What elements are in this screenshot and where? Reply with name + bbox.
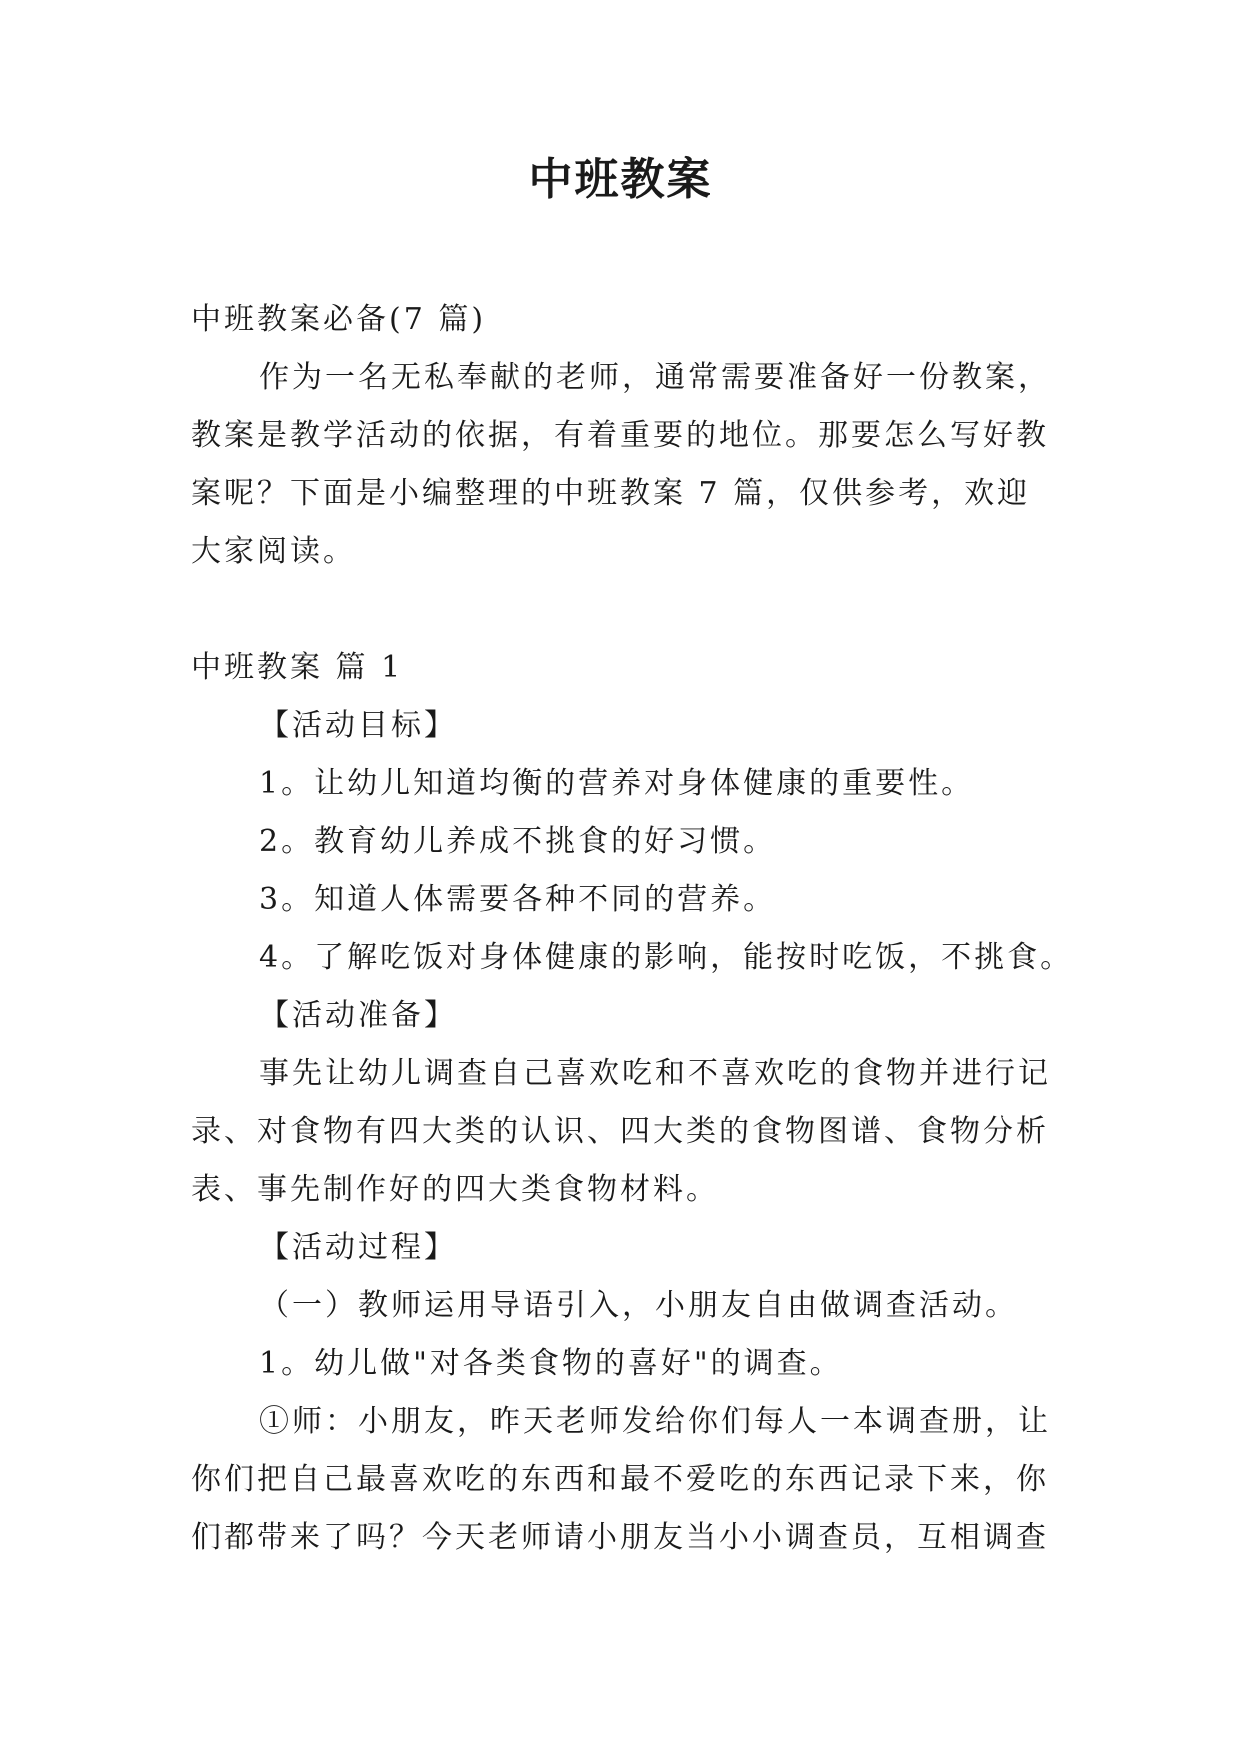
- prep-heading: 【活动准备】: [259, 998, 457, 1033]
- document-body: [191, 291, 1074, 1567]
- paragraph-spacer: [191, 581, 1061, 639]
- process-item-1-detail: ①师：小朋友，昨天老师发给你们每人一本调查册，让你们把自己最喜欢吃的东西和最不爱吃的东西记录下来，你们都带来了吗？今天老师请小朋友当小小调查员，互相调查: [191, 1404, 1051, 1555]
- goal-item-3: 3。知道人体需要各种不同的营养。: [259, 882, 777, 917]
- process-item-1: 1。幼儿做"对各类食物的喜好"的调查。: [259, 1346, 843, 1381]
- section-heading: 中班教案 篇 1: [191, 650, 404, 685]
- goal-item-2: 2。教育幼儿养成不挑食的好习惯。: [259, 824, 777, 859]
- intro-paragraph: 作为一名无私奉献的老师，通常需要准备好一份教案，教案是教学活动的依据，有着重要的地位。那要怎么写好教案呢？下面是小编整理的中班教案 7 篇，仅供参考，欢迎大家阅读。: [191, 360, 1051, 569]
- goals-heading: 【活动目标】: [259, 708, 457, 743]
- document-subtitle: 中班教案必备(7 篇): [191, 302, 487, 337]
- document-title: 中班教案: [528, 154, 713, 205]
- goal-item-4: 4。了解吃饭对身体健康的影响，能按时吃饭，不挑食。: [259, 940, 1074, 975]
- goal-item-1: 1。让幼儿知道均衡的营养对身体健康的重要性。: [259, 766, 975, 801]
- prep-paragraph: 事先让幼儿调查自己喜欢吃和不喜欢吃的食物并进行记录、对食物有四大类的认识、四大类的食物图谱、食物分析表、事先制作好的四大类食物材料。: [191, 1056, 1051, 1207]
- process-heading: 【活动过程】: [259, 1230, 457, 1265]
- process-step-1: （一）教师运用导语引入，小朋友自由做调查活动。: [259, 1288, 1018, 1323]
